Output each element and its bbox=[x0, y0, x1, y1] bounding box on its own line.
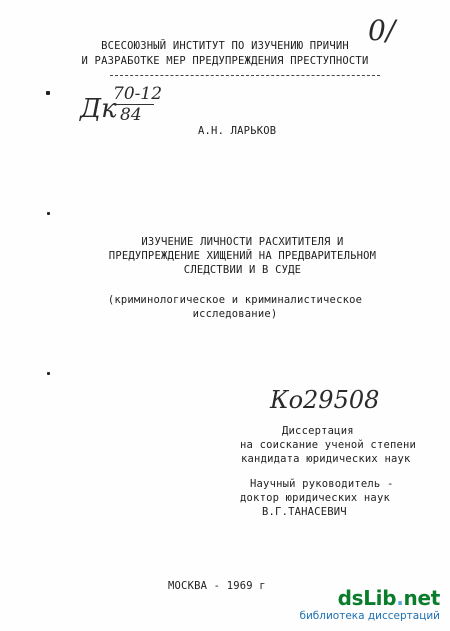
scan-dot bbox=[47, 212, 50, 215]
header-dashed-rule bbox=[110, 75, 380, 76]
title-line-3: СЛЕДСТВИИ И В СУДЕ bbox=[183, 264, 302, 276]
handwritten-dk-bottom: 84 bbox=[120, 105, 142, 125]
dslib-logo-main: dsLib bbox=[337, 586, 397, 610]
scan-dot bbox=[47, 372, 50, 375]
dslib-logo-tld: net bbox=[403, 586, 440, 610]
title-line-2: ПРЕДУПРЕЖДЕНИЕ ХИЩЕНИЙ НА ПРЕДВАРИТЕЛЬНОМ bbox=[108, 250, 377, 262]
institute-line-2: И РАЗРАБОТКЕ МЕР ПРЕДУПРЕЖДЕНИЯ ПРЕСТУПНОСТИ bbox=[81, 55, 369, 67]
dslib-subtitle: библиотека диссертаций bbox=[299, 610, 440, 622]
thesis-line-1: Диссертация bbox=[282, 425, 354, 437]
institute-line-1: ВСЕСОЮЗНЫЙ ИНСТИТУТ ПО ИЗУЧЕНИЮ ПРИЧИН bbox=[101, 40, 349, 52]
subtitle-line-2: исследование) bbox=[192, 308, 278, 320]
title-line-1: ИЗУЧЕНИЕ ЛИЧНОСТИ РАСХИТИТЕЛЯ И bbox=[141, 236, 344, 248]
dslib-logo-dot: . bbox=[396, 586, 404, 610]
supervisor-line-2: доктор юридических наук bbox=[240, 492, 390, 504]
supervisor-line-1: Научный руководитель - bbox=[250, 478, 394, 490]
subtitle-line-1: (криминологическое и криминалистическое bbox=[107, 294, 363, 306]
handwritten-corner-mark: 0/ bbox=[368, 14, 396, 47]
thesis-line-2: на соискание ученой степени bbox=[240, 439, 417, 451]
author-name: А.Н. ЛАРЬКОВ bbox=[198, 125, 277, 137]
handwritten-dk-top: 70-12 bbox=[113, 84, 163, 104]
handwritten-inventory-number: Ко29508 bbox=[270, 386, 380, 414]
city-year: МОСКВА - 1969 г bbox=[168, 580, 266, 592]
supervisor-line-3: В.Г.ТАНАСЕВИЧ bbox=[262, 506, 347, 518]
dslib-logo bbox=[338, 586, 440, 610]
handwritten-dk-prefix: Дк bbox=[80, 94, 117, 124]
scan-dot bbox=[46, 91, 50, 95]
thesis-line-3: кандидата юридических наук bbox=[241, 453, 411, 465]
